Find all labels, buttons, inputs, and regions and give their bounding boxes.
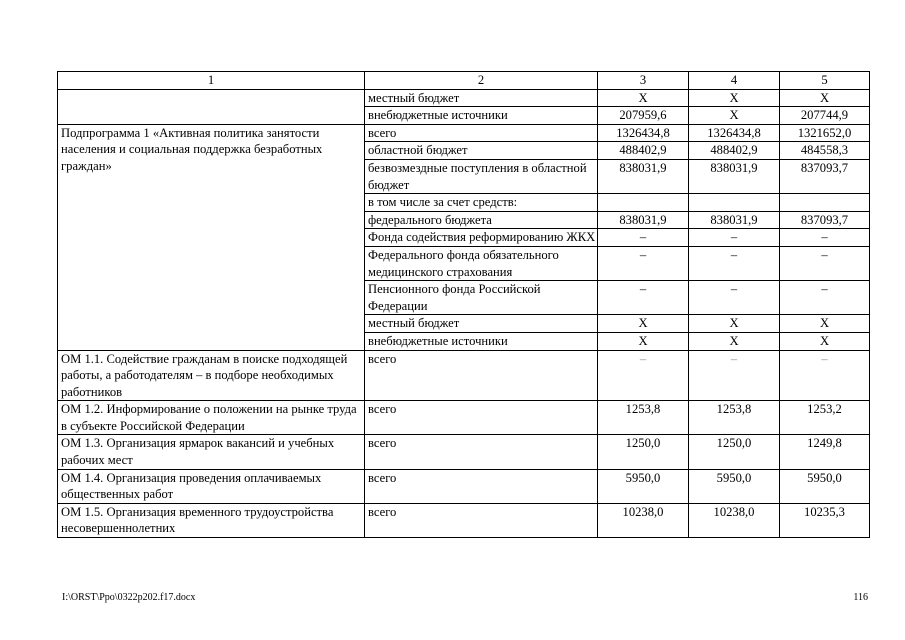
value-cell: Х bbox=[689, 315, 780, 333]
value-cell: Х bbox=[689, 332, 780, 350]
value-cell: – bbox=[598, 229, 689, 247]
value-cell: 838031,9 bbox=[689, 159, 780, 193]
table-header-row bbox=[58, 72, 870, 90]
value-cell: – bbox=[689, 350, 780, 401]
value-cell: 207959,6 bbox=[598, 107, 689, 125]
value-cell: Х bbox=[598, 332, 689, 350]
value-cell: – bbox=[598, 246, 689, 280]
column-header: 5 bbox=[780, 72, 870, 90]
funding-source-cell: всего bbox=[365, 469, 598, 503]
measure-name-cell: ОМ 1.2. Информирование о положении на рынке труда в субъекте Российской Федерации bbox=[58, 401, 365, 435]
value-cell: 1250,0 bbox=[598, 435, 689, 469]
measure-name-cell: ОМ 1.5. Организация временного трудоустройства несовершеннолетних bbox=[58, 503, 365, 537]
value-cell: 1253,8 bbox=[598, 401, 689, 435]
footer-page-number: 116 bbox=[853, 592, 868, 603]
table-row bbox=[58, 124, 870, 142]
table-row bbox=[58, 350, 870, 401]
table-row bbox=[58, 89, 870, 107]
funding-source-cell: федерального бюджета bbox=[365, 211, 598, 229]
value-cell: 1326434,8 bbox=[689, 124, 780, 142]
value-cell: 488402,9 bbox=[689, 142, 780, 160]
value-cell: 1250,0 bbox=[689, 435, 780, 469]
column-header: 4 bbox=[689, 72, 780, 90]
table-row bbox=[58, 503, 870, 537]
funding-source-cell: в том числе за счет средств: bbox=[365, 194, 598, 212]
value-cell: 1321652,0 bbox=[780, 124, 870, 142]
footer-file-path: I:\ORST\Ppo\0322p202.f17.docx bbox=[62, 592, 196, 603]
budget-table bbox=[57, 71, 870, 538]
value-cell: Х bbox=[598, 315, 689, 333]
value-cell: 1253,2 bbox=[780, 401, 870, 435]
funding-source-cell: областной бюджет bbox=[365, 142, 598, 160]
measure-name-cell: ОМ 1.3. Организация ярмарок вакансий и учебных рабочих мест bbox=[58, 435, 365, 469]
program-name-cell bbox=[58, 89, 365, 124]
value-cell bbox=[780, 194, 870, 212]
value-cell: – bbox=[598, 281, 689, 315]
value-cell: 10238,0 bbox=[689, 503, 780, 537]
value-cell: 207744,9 bbox=[780, 107, 870, 125]
funding-source-cell: внебюджетные источники bbox=[365, 332, 598, 350]
value-cell: 838031,9 bbox=[689, 211, 780, 229]
value-cell: 5950,0 bbox=[780, 469, 870, 503]
funding-source-cell: всего bbox=[365, 401, 598, 435]
value-cell: – bbox=[689, 229, 780, 247]
value-cell: 5950,0 bbox=[689, 469, 780, 503]
funding-source-cell: Федерального фонда обязательного медицинского страхования bbox=[365, 246, 598, 280]
value-cell: – bbox=[780, 246, 870, 280]
funding-source-cell: внебюджетные источники bbox=[365, 107, 598, 125]
measure-name-cell: ОМ 1.1. Содействие гражданам в поиске подходящей работы, а работодателям – в подборе необходимых работников bbox=[58, 350, 365, 401]
value-cell: Х bbox=[598, 89, 689, 107]
value-cell: 837093,7 bbox=[780, 211, 870, 229]
value-cell: 10238,0 bbox=[598, 503, 689, 537]
funding-source-cell: всего bbox=[365, 124, 598, 142]
value-cell: Х bbox=[689, 107, 780, 125]
value-cell bbox=[689, 194, 780, 212]
value-cell: Х bbox=[780, 89, 870, 107]
value-cell bbox=[598, 194, 689, 212]
value-cell: – bbox=[689, 246, 780, 280]
funding-source-cell: Пенсионного фонда Российской Федерации bbox=[365, 281, 598, 315]
value-cell: 838031,9 bbox=[598, 211, 689, 229]
funding-source-cell: всего bbox=[365, 435, 598, 469]
value-cell: 484558,3 bbox=[780, 142, 870, 160]
value-cell: Х bbox=[780, 315, 870, 333]
value-cell: 5950,0 bbox=[598, 469, 689, 503]
column-header: 3 bbox=[598, 72, 689, 90]
funding-source-cell: местный бюджет bbox=[365, 315, 598, 333]
funding-source-cell: всего bbox=[365, 350, 598, 401]
value-cell: 1249,8 bbox=[780, 435, 870, 469]
value-cell: 488402,9 bbox=[598, 142, 689, 160]
value-cell: Х bbox=[780, 332, 870, 350]
value-cell: 10235,3 bbox=[780, 503, 870, 537]
value-cell: – bbox=[780, 281, 870, 315]
funding-source-cell: безвозмездные поступления в областной бюджет bbox=[365, 159, 598, 193]
value-cell: 838031,9 bbox=[598, 159, 689, 193]
value-cell: – bbox=[689, 281, 780, 315]
value-cell: 1253,8 bbox=[689, 401, 780, 435]
table-row bbox=[58, 401, 870, 435]
value-cell: Х bbox=[689, 89, 780, 107]
measure-name-cell: ОМ 1.4. Организация проведения оплачиваемых общественных работ bbox=[58, 469, 365, 503]
funding-source-cell: всего bbox=[365, 503, 598, 537]
value-cell: 837093,7 bbox=[780, 159, 870, 193]
value-cell: – bbox=[780, 229, 870, 247]
value-cell: – bbox=[780, 350, 870, 401]
funding-source-cell: Фонда содействия реформированию ЖКХ bbox=[365, 229, 598, 247]
column-header: 1 bbox=[58, 72, 365, 90]
program-name-cell: Подпрограмма 1 «Активная политика занятости населения и социальная поддержка безработных граждан» bbox=[58, 124, 365, 350]
funding-source-cell: местный бюджет bbox=[365, 89, 598, 107]
table-row bbox=[58, 435, 870, 469]
table-row bbox=[58, 469, 870, 503]
column-header: 2 bbox=[365, 72, 598, 90]
value-cell: 1326434,8 bbox=[598, 124, 689, 142]
value-cell: – bbox=[598, 350, 689, 401]
